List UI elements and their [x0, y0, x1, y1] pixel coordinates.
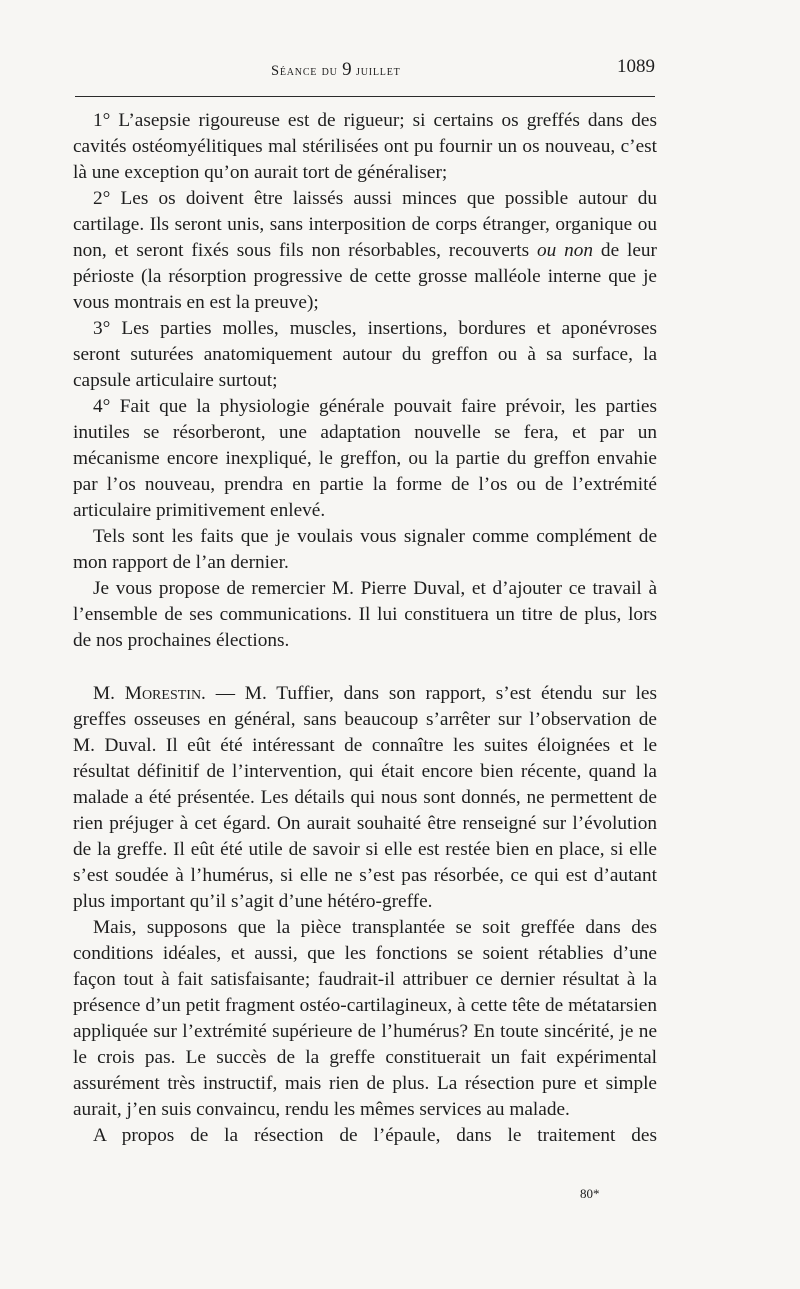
- paragraph-point-3: 3° Les parties molles, muscles, insertions, bordures et aponévroses seront suturées anatomiquement autour du greffon ou à sa surface, la capsule articulaire surtout;: [73, 318, 657, 391]
- paragraph-text: — M. Tuffier, dans son rapport, s’est étendu sur les greffes osseuses en général, sans beaucoup s’arrêter sur l’observation de M. Duval. Il eût été intéressant de connaître les suites éloignées et le résultat définitif de l’intervention, qui était encore bien récente, quand la malade a été présentée. Les détails qui nous sont donnés, ne permettent de rien préjuger à cet égard. On aurait souhaité être renseigné sur l’évolution de la greffe. Il eût été utile de savoir si elle est restée bien en place, si elle s’est soudée à l’humérus, si elle ne s’est pas résorbée, ce qui est d’autant plus important qu’il s’agit d’une hétéro-greffe.: [73, 683, 657, 912]
- body-text: [73, 108, 657, 1149]
- paragraph-conclusion: Tels sont les faits que je voulais vous signaler comme complément de mon rapport de l’an dernier.: [73, 526, 657, 573]
- paragraph-point-4: 4° Fait que la physiologie générale pouvait faire prévoir, les parties inutiles se résorberont, une adaptation nouvelle se fera, et par un mécanisme encore inexpliqué, le greffon, ou la partie du greffon envahie par l’os nouveau, prendra en partie la forme de l’os ou de l’extrémité articulaire primitivement enlevé.: [73, 396, 657, 521]
- italic-text: ou non: [536, 240, 594, 261]
- running-head-month: juillet: [356, 63, 401, 79]
- paragraph-morestin: [73, 681, 657, 915]
- page-number: 1089: [617, 56, 655, 77]
- page-header: [75, 54, 655, 84]
- running-head-day: 9: [342, 59, 352, 80]
- paragraph-shoulder: A propos de la résection de l’épaule, dans le traitement des: [93, 1125, 657, 1146]
- signature-mark: 80*: [580, 1186, 600, 1201]
- speaker-prefix: M.: [93, 683, 125, 704]
- header-rule: [75, 96, 655, 97]
- paragraph-point-1: 1° L’asepsie rigoureuse est de rigueur; si certains os greffés dans des cavités ostéomyélitiques mal stérilisées ont pu fournir un os nouveau, c’est là une exception qu’on aurait tort de généraliser;: [73, 110, 657, 183]
- paragraph-point-2: [73, 186, 657, 316]
- running-head-prefix: Séance du: [271, 63, 338, 79]
- speaker-name: Morestin.: [124, 683, 206, 704]
- paragraph-proposal: Je vous propose de remercier M. Pierre Duval, et d’ajouter ce travail à l’ensemble de ses communications. Il lui constituera un titre de plus, lors de nos prochaines élections.: [73, 578, 657, 651]
- paragraph-supposition: Mais, supposons que la pièce transplantée se soit greffée dans des conditions idéales, et aussi, que les fonctions se soient rétablies d’une façon tout à fait satisfaisante; faudrait-il attribuer ce dernier résultat à la présence d’un petit fragment ostéo-cartilagineux, à cette tête de métatarsien appliquée sur l’extrémité supérieure de l’humérus? En toute sincérité, je ne le crois pas. Le succès de la greffe constituerait un fait expérimental assurément très instructif, mais rien de plus. La résection pure et simple aurait, j’en suis convaincu, rendu les mêmes services au malade.: [73, 917, 657, 1120]
- paragraph-text: de leur périoste (la résorption progressive de cette grosse malléole interne que je vous montrais en est la preuve);: [73, 240, 657, 313]
- running-head: [271, 59, 401, 81]
- paragraph-text: 2° Les os doivent être laissés aussi minces que possible autour du cartilage. Ils seront unis, sans interposition de corps étranger, organique ou non, et seront fixés sous fils non résorbables, recouverts: [73, 188, 657, 261]
